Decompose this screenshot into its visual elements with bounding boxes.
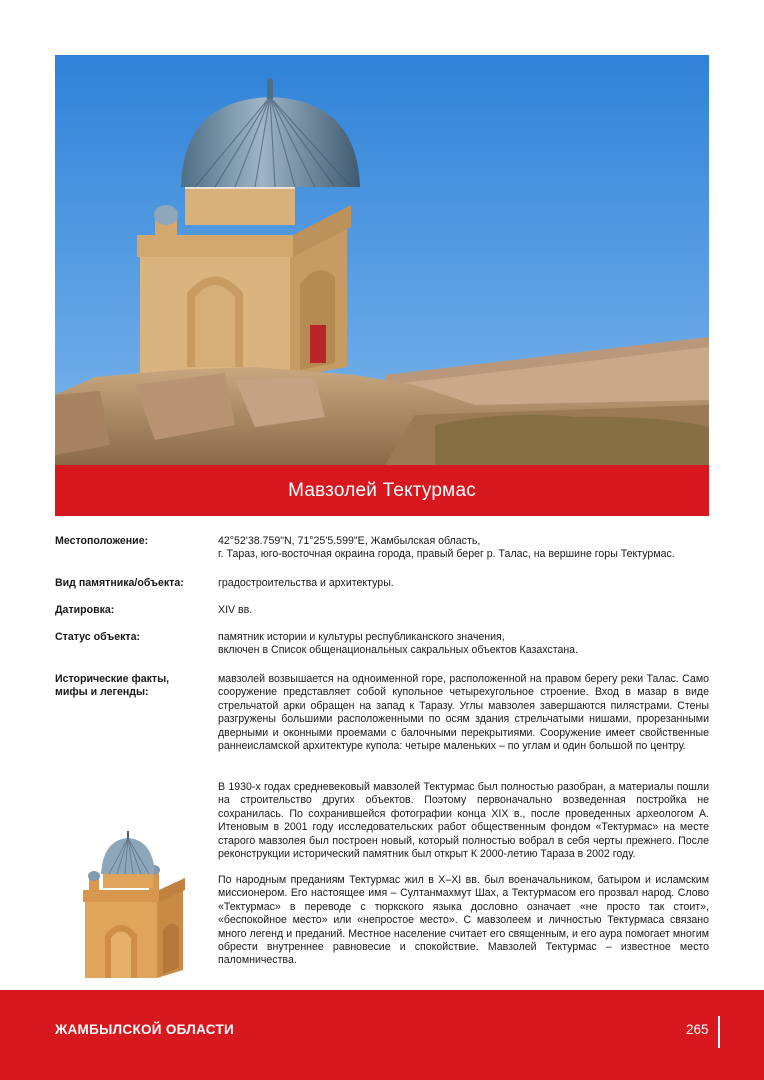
field-label: Местоположение: bbox=[55, 535, 149, 547]
paragraph-text: По народным преданиям Тектурмас жил в X–XI вв. был военачальником, батыром и исламским миссионером. Его настоящее имя – Султанмахмут Шах, а Тектурмасом его прозвал народ. Слово «Тектурмас» в переводе с тюркского языка дословно означает «не просто так стоит», «беспокойное место» или «непростое место». С мавзолеем и личностью Тектурмаса связано много легенд и преданий. Местное население считает его священным, и его аура помогает многим обрести внутреннее равновесие и спокойствие. Мавзолей Тектурмас – известное место паломничества. bbox=[218, 874, 709, 967]
field-value-line: г. Тараз, юго-восточная окраина города, правый берег р. Талас, на вершине горы Тектурмас. bbox=[218, 548, 675, 561]
footer-region: ЖАМБЫЛСКОЙ ОБЛАСТИ bbox=[55, 1022, 235, 1037]
history-paragraph bbox=[218, 673, 709, 753]
field-label: Датировка: bbox=[55, 604, 115, 616]
mausoleum-illustration bbox=[65, 830, 200, 980]
title-band bbox=[55, 465, 709, 516]
field-value-line: 42°52'38.759"N, 71°25'5.599"E, Жамбылская область, bbox=[218, 535, 481, 547]
footer-band bbox=[0, 990, 764, 1080]
paragraph-text: В 1930-х годах средневековый мавзолей Тектурмас был полностью разобран, а материалы пошли на строительство других объектов. Поэтому первоначально возведенная постройка не сохранилась. По сохранившейся фотографии конца XIX в., после проведенных археологом А. Итеновым в 2001 году исследовательских работ общественным фондом «Тектурмас» на месте старого мавзолея был построен новый, который полностью вобрал в себя черты прежнего. После реконструкции исторический памятник был открыт К 2000-летию Тараза в 2002 году. bbox=[218, 781, 709, 861]
field-label bbox=[55, 673, 205, 700]
field-label-line: мифы и легенды: bbox=[55, 686, 149, 699]
history-paragraph bbox=[218, 874, 709, 968]
field-value bbox=[218, 535, 709, 562]
field-value-line: включен в Список общенациональных сакральных объектов Казахстана. bbox=[218, 644, 579, 657]
field-value-line: памятник истории и культуры республиканского значения, bbox=[218, 631, 505, 643]
field-value: градостроительства и архитектуры. bbox=[218, 577, 394, 589]
field-label: Статус объекта: bbox=[55, 631, 141, 643]
page-title: Мавзолей Тектурмас bbox=[288, 479, 476, 501]
mausoleum-photo bbox=[55, 55, 709, 465]
footer-divider bbox=[718, 1016, 720, 1048]
field-value bbox=[218, 631, 709, 658]
paragraph-text: мавзолей возвышается на одноименной горе, расположенной на правом берегу реки Талас. Само сооружение представляет собой купольное четырехугольное строение. Вход в мазар в виде стрельчатой арки обращен на запад к Таразу. Углы мавзолея завершаются пилястрами. Стены разгружены большими расположенными по осям здания стрельчатыми нишами, прорезанными дверными и оконными проемами с балочными перекрытиями. Сооружение имеет свойственные раннеисламской архитектуре купола: четыре маленьких – по углам и один большой по центру. bbox=[218, 673, 709, 753]
page-number: 265 bbox=[686, 1022, 709, 1037]
history-paragraph bbox=[218, 781, 709, 861]
field-value: XIV вв. bbox=[218, 604, 253, 616]
field-label-line: Исторические факты, bbox=[55, 673, 170, 685]
field-label: Вид памятника/объекта: bbox=[55, 577, 184, 589]
